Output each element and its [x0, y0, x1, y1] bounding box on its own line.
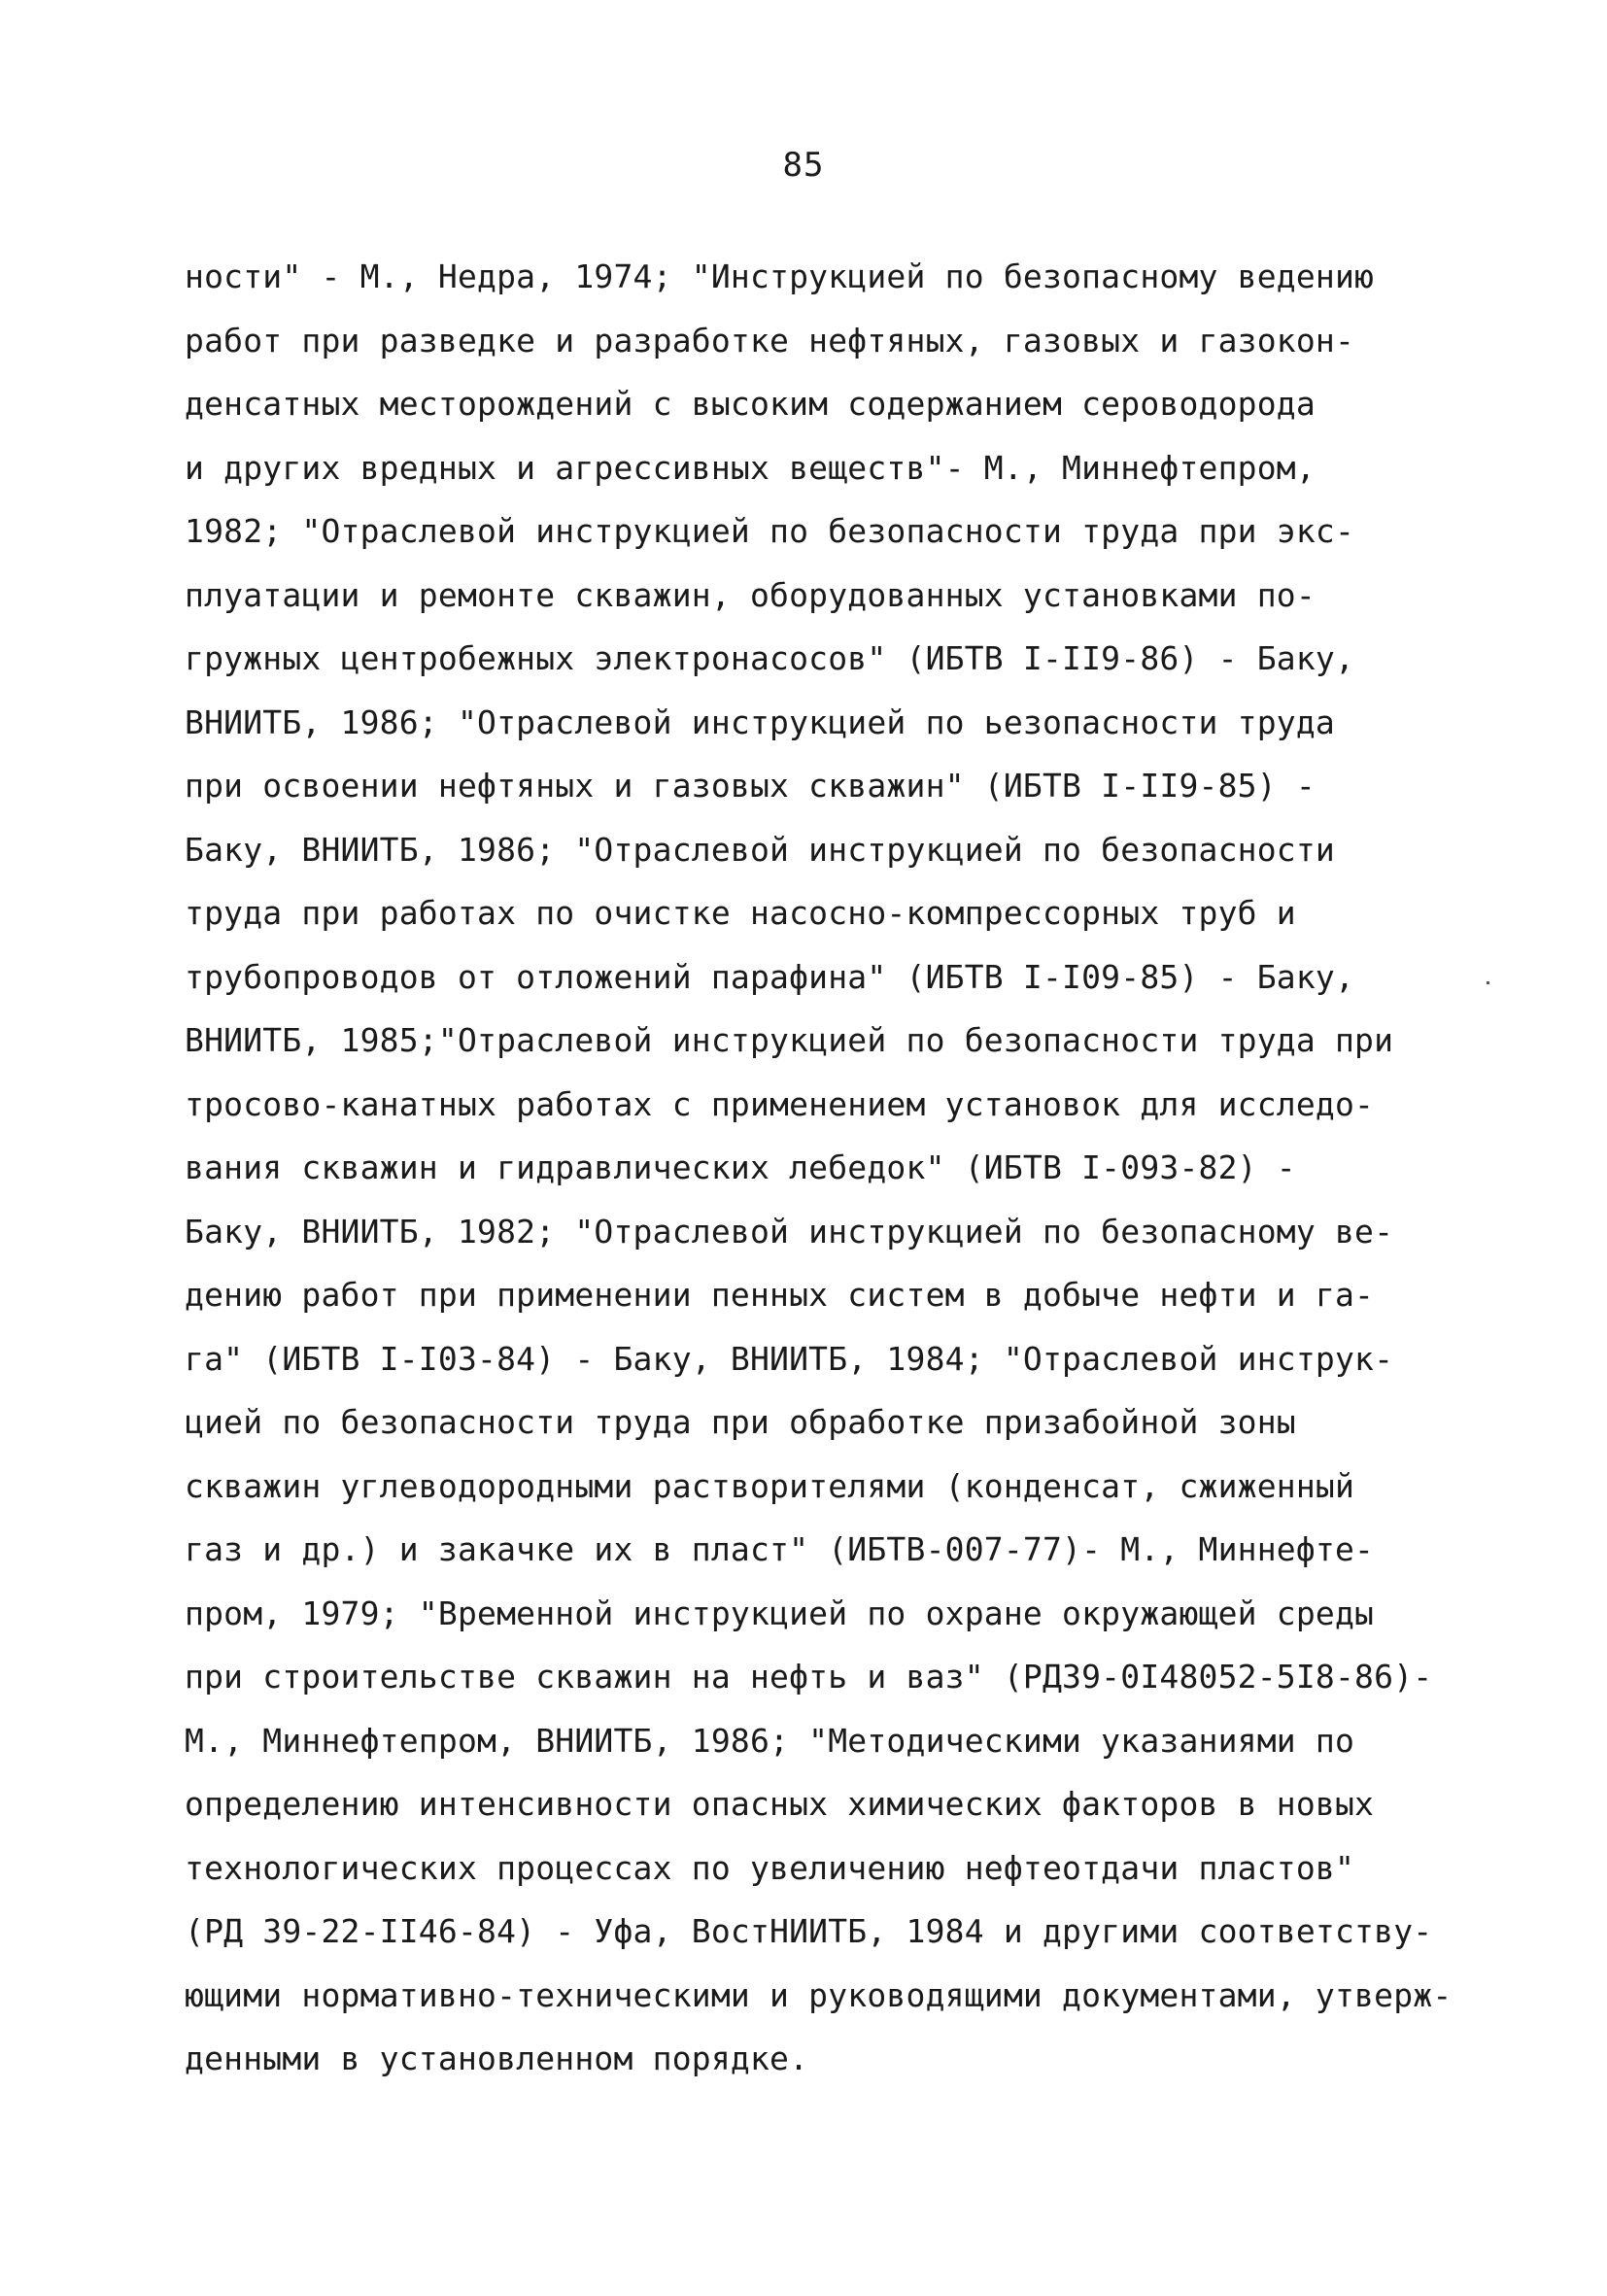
text-line: 1982; "Отраслевой инструкцией по безопасности труда при экс- [185, 512, 1355, 550]
text-line: плуатации и ремонте скважин, оборудованных установками по- [185, 575, 1316, 614]
text-line: вания скважин и гидравлических лебедок" (ИБТВ I-093-82) - [185, 1148, 1296, 1186]
text-line: ности" - М., Недра, 1974; "Инструкцией по безопасному ведению [185, 257, 1375, 295]
text-line: Баку, ВНИИТБ, 1986; "Отраслевой инструкцией по безопасности [185, 830, 1335, 869]
text-line: при строительстве скважин на нефть и ваз" (РД39-0I48052-5I8-86)- [185, 1658, 1433, 1696]
text-line: гружных центробежных электронасосов" (ИБТВ I-II9-86) - Баку, [185, 639, 1355, 677]
text-line: дению работ при применении пенных систем в добыче нефти и га- [185, 1276, 1375, 1314]
text-line: тросово-канатных работах с применением установок для исследо- [185, 1084, 1375, 1123]
text-line: и других вредных и агрессивных веществ"- М., Миннефтепром, [185, 448, 1316, 487]
text-line: определению интенсивности опасных химических факторов в новых [185, 1785, 1375, 1823]
text-line: денсатных месторождений с высоким содержанием сероводорода [185, 385, 1316, 423]
text-line: при освоении нефтяных и газовых скважин" (ИБТВ I-II9-85) - [185, 767, 1316, 805]
body-text [185, 245, 1453, 2091]
text-line: (РД 39-22-II46-84) - Уфа, ВостНИИТБ, 1984 и другими соответству- [185, 1912, 1433, 1950]
text-line: трубопроводов от отложений парафина" (ИБТВ I-I09-85) - Баку, [185, 957, 1355, 996]
margin-speck [1487, 981, 1489, 984]
text-line: газ и др.) и закачке их в пласт" (ИБТВ-007-77)- М., Миннефте- [185, 1530, 1375, 1568]
text-line: ВНИИТБ, 1985;"Отраслевой инструкцией по безопасности труда при [185, 1021, 1394, 1059]
text-line: труда при работах по очистке насосно-компрессорных труб и [185, 894, 1296, 932]
text-line: цией по безопасности труда при обработке призабойной зоны [185, 1403, 1296, 1441]
text-line: денными в установленном порядке. [185, 2039, 809, 2077]
text-line: ВНИИТБ, 1986; "Отраслевой инструкцией по ьезопасности труда [185, 703, 1335, 741]
text-line: технологических процессах по увеличению нефтеотдачи пластов" [185, 1848, 1355, 1887]
text-line: работ при разведке и разработке нефтяных, газовых и газокон- [185, 321, 1355, 360]
text-line: пром, 1979; "Временной инструкцией по охране окружающей среды [185, 1593, 1375, 1632]
text-line: га" (ИБТВ I-I03-84) - Баку, ВНИИТБ, 1984; "Отраслевой инструк- [185, 1339, 1394, 1378]
page-number: 85 [782, 146, 825, 185]
text-line: скважин углеводородными растворителями (конденсат, сжиженный [185, 1466, 1355, 1505]
text-line: Баку, ВНИИТБ, 1982; "Отраслевой инструкцией по безопасному ве- [185, 1212, 1394, 1251]
text-line: ющими нормативно-техническими и руководящими документами, утверж- [185, 1975, 1453, 2014]
text-line: М., Миннефтепром, ВНИИТБ, 1986; "Методическими указаниями по [185, 1721, 1355, 1760]
